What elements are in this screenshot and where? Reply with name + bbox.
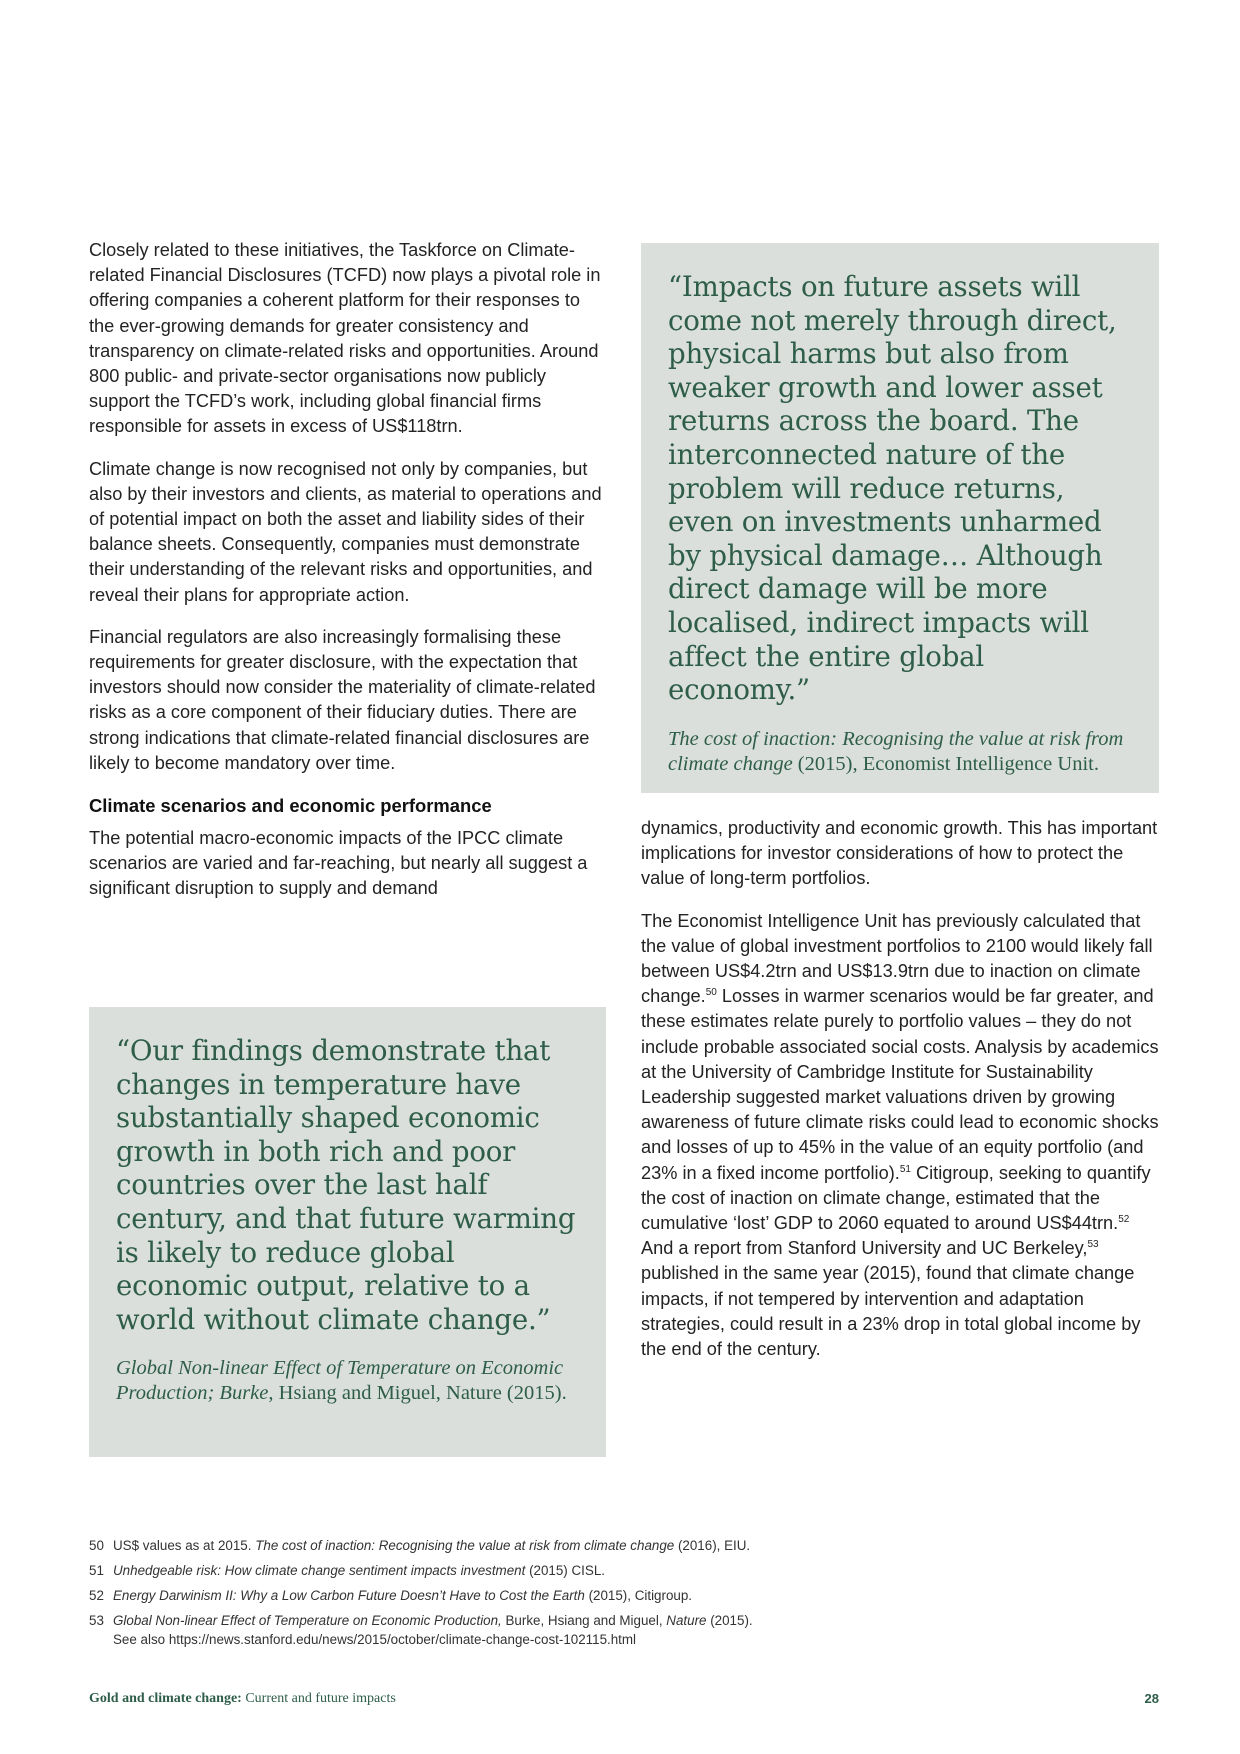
footnote-text: Energy Darwinism II: Why a Low Carbon Future Doesn’t Have to Cost the Earth (2015), Citigroup. [113,1588,693,1603]
footnote-number: 51 [89,1563,104,1578]
footnote-number: 50 [89,1538,104,1553]
footnote-text: Unhedgeable risk: How climate change sentiment impacts investment (2015) CISL. [113,1563,605,1578]
footnote-text: US$ values as at 2015. The cost of inaction: Recognising the value at risk from climate change (2016), EIU. [113,1538,751,1553]
quote-text: “Our findings demonstrate that changes in temperature have substantially shaped economic growth in both rich and poor countries over the last half century, and that future warming is likely to reduce global economic output, relative to a world without climate change.” [116,1034,576,1336]
footnote-ref[interactable]: 50 [705,987,717,999]
footnote [89,1536,1169,1555]
text-run: Losses in warmer scenarios would be far greater, and these estimates relate purely to portfolio values – they do not include probable associated social costs. Analysis by academics at the University of Cambridge Institute for Sustainability Leadership suggested market valuations driven by growing awareness of future climate risks could lead to economic shocks and losses of up to 45% in the value of an equity portfolio (and 23% in a fixed income portfolio). [641,986,1159,1183]
section-heading: Climate scenarios and economic performance [89,795,492,817]
footnote-text: Global Non-linear Effect of Temperature on Economic Production, Burke, Hsiang and Miguel, Nature (2015). See also https://news.stanford.edu/news/2015/october/climate-change-cost-102115.html [113,1613,753,1647]
body-paragraph [641,909,1159,1363]
footnote-ref[interactable]: 51 [899,1163,911,1175]
footnote-ref[interactable]: 53 [1087,1239,1099,1251]
body-paragraph: The potential macro-economic impacts of the IPCC climate scenarios are varied and far-reaching, but nearly all suggest a significant disruption to supply and demand [89,828,588,899]
page-footer [89,1691,1159,1711]
quote-citation-source: (2015), Economist Intelligence Unit. [792,752,1099,775]
footnote [89,1611,1169,1649]
quote-citation-title: The cost of inaction: Recognising the value at risk from climate change [668,727,1124,775]
footnote-number: 52 [89,1588,104,1603]
text-run: And a report from Stanford University and UC Berkeley, [641,1238,1088,1259]
footnote-number: 53 [89,1613,104,1628]
left-column [89,238,606,919]
footnote-link[interactable]: See also https://news.stanford.edu/news/2015/october/climate-change-cost-102115.html [113,1632,637,1647]
pull-quote-bottom [89,1007,606,1457]
text-run: Citigroup, seeking to quantify the cost of inaction on climate change, estimated that the cumulative ‘lost’ GDP to 2060 equated to around US$44trn. [641,1162,1151,1234]
quote-citation-title: Global Non-linear Effect of Temperature on Economic Production; Burke [116,1357,564,1405]
body-paragraph: Financial regulators are also increasingly formalising these requirements for greater disclosure, with the expectation that investors should now consider the materiality of climate-related risks as a core component of their fiduciary duties. There are strong indications that climate-related financial disclosures are likely to become mandatory over time. [89,626,596,773]
quote-citation [668,727,1133,777]
text-run: The Economist Intelligence Unit has previously calculated that the value of global investment portfolios to 2100 would likely fall between US$4.2trn and US$13.9trn due to inaction on climate change. [641,910,1153,1007]
footnotes [89,1536,1169,1655]
footnote-ref[interactable]: 52 [1118,1213,1130,1225]
text-run: published in the same year (2015), found that climate change impacts, if not tempered by intervention and adaptation strategies, could result in a 23% drop in total global income by the end of the century. [641,1263,1141,1360]
pull-quote-top [641,243,1159,793]
body-paragraph: dynamics, productivity and economic growth. This has important implications for investor considerations of how to protect the value of long-term portfolios. [641,818,1158,889]
footnote [89,1561,1169,1580]
body-paragraph: Climate change is now recognised not only by companies, but also by their investors and clients, as material to operations and of potential impact on both the asset and liability sides of their balance sheets. Consequently, companies must demonstrate their understanding of the relevant risks and opportunities, and reveal their plans for appropriate action. [89,458,602,605]
quote-citation-source: , Hsiang and Miguel, Nature (2015). [268,1382,567,1405]
right-column [641,816,1159,1379]
quote-citation [116,1356,580,1406]
body-paragraph: Closely related to these initiatives, the Taskforce on Climate-related Financial Disclosures (TCFD) now plays a pivotal role in offering companies a coherent platform for their responses to the ever-growing demands for greater consistency and transparency on climate-related risks and opportunities. Around 800 public- and private-sector organisations now publicly support the TCFD’s work, including global financial firms responsible for assets in excess of US$118trn. [89,240,601,437]
quote-text: “Impacts on future assets will come not merely through direct, physical harms but also from weaker growth and lower asset returns across the board. The interconnected nature of the problem will reduce returns, even on investments unharmed by physical damage… Although direct damage will be more localised, indirect impacts will affect the entire global economy.” [668,270,1117,707]
page-number: 28 [1144,1691,1159,1706]
footnote [89,1586,1169,1605]
footer-title: Gold and climate change: Current and future impacts [89,1691,396,1706]
